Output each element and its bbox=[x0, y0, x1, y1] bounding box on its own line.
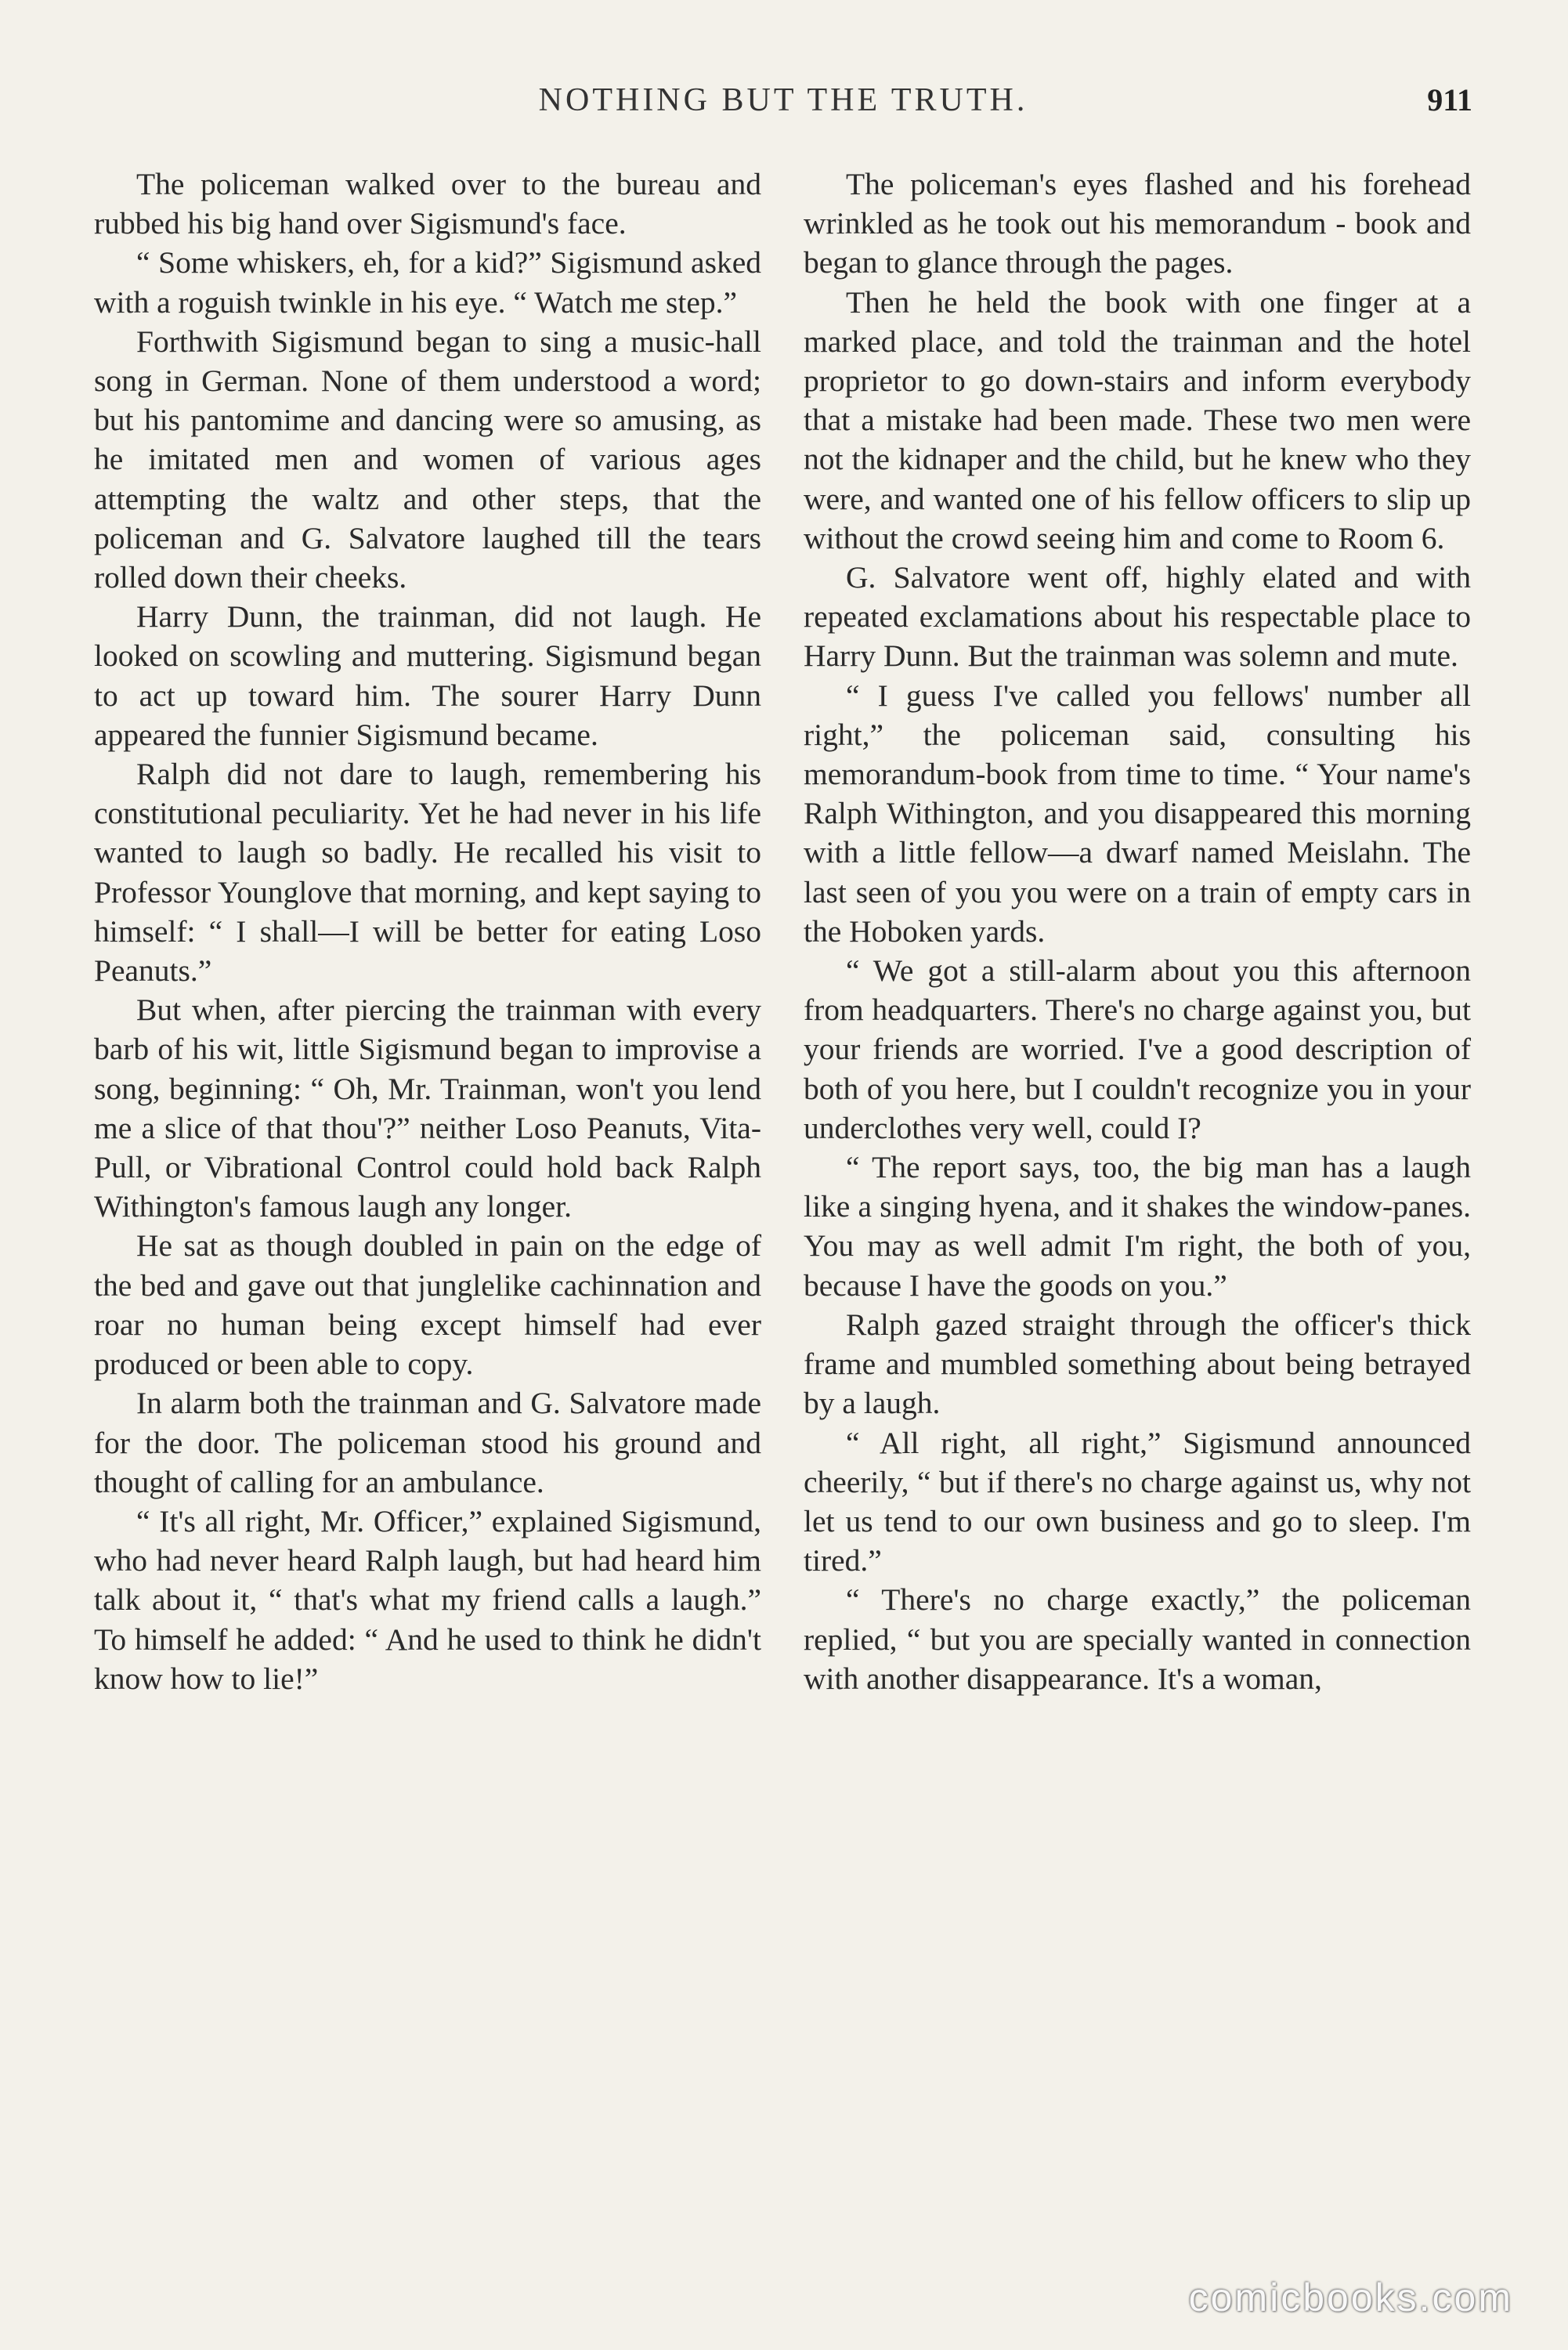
paragraph: But when, after piercing the trainman with every barb of his wit, little Sigismund began to improvise a song, beginning: “ Oh, Mr. Trainman, won't you lend me a slice of that thou'?” neither Loso Peanuts, Vita-Pull, or Vibrational Control could hold back Ralph Withington's famous laugh any longer. bbox=[94, 992, 761, 1224]
paragraph: G. Salvatore went off, highly elated and with repeated exclamations about his respectable place to Harry Dunn. But the trainman was solemn and mute. bbox=[804, 560, 1471, 674]
paragraph: In alarm both the trainman and G. Salvatore made for the door. The policeman stood his ground and thought of calling for an ambulance. bbox=[94, 1386, 761, 1499]
paragraph: Ralph gazed straight through the officer's thick frame and mumbled something about being betrayed by a laugh. bbox=[804, 1307, 1471, 1421]
paragraph: He sat as though doubled in pain on the edge of the bed and gave out that junglelike cachinnation and roar no human being except himself had ever produced or been able to copy. bbox=[94, 1228, 761, 1382]
paragraph: The policeman walked over to the bureau and rubbed his big hand over Sigismund's face. bbox=[94, 167, 761, 241]
paragraph: “ It's all right, Mr. Officer,” explained Sigismund, who had never heard Ralph laugh, but had heard him talk about it, “ that's what my friend calls a laugh.” To himself he added: “ And he used to think he didn't know how to lie!” bbox=[94, 1503, 761, 1696]
right-column bbox=[804, 164, 1471, 1698]
paragraph: Ralph did not dare to laugh, remembering his constitutional peculiarity. Yet he had never in his life wanted to laugh so badly. He recalled his visit to Professor Younglove that morning, and kept saying to himself: “ I shall—I will be better for eating Loso Peanuts.” bbox=[94, 757, 761, 989]
paragraph: The policeman's eyes flashed and his forehead wrinkled as he took out his memorandum - book and began to glance through the pages. bbox=[804, 167, 1471, 280]
paragraph: “ We got a still-alarm about you this afternoon from headquarters. There's no charge against you, but your friends are worried. I've a good description of both of you here, but I couldn't recognize you in your underclothes very well, could I? bbox=[804, 953, 1471, 1145]
running-head bbox=[94, 81, 1472, 128]
page-number: 911 bbox=[1427, 82, 1472, 118]
paragraph: Then he held the book with one finger at a marked place, and told the trainman and the hotel proprietor to go down-stairs and inform everybody that a mistake had been made. These two men were not the kidnaper and the child, but he knew who they were, and wanted one of his fellow officers to slip up without the crowd seeing him and come to Room 6. bbox=[804, 284, 1471, 555]
watermark-logo: comicbooks.com bbox=[1188, 2276, 1513, 2319]
left-column bbox=[94, 164, 761, 1698]
paragraph: “ Some whiskers, eh, for a kid?” Sigismund asked with a roguish twinkle in his eye. “ Watch me step.” bbox=[94, 245, 761, 320]
paragraph: Harry Dunn, the trainman, did not laugh. He looked on scowling and muttering. Sigismund began to act up toward him. The sourer Harry Dunn appeared the funnier Sigismund became. bbox=[94, 599, 761, 752]
paragraph: “ There's no charge exactly,” the policeman replied, “ but you are specially wanted in connection with another disappearance. It's a woman, bbox=[804, 1582, 1471, 1696]
paragraph: “ The report says, too, the big man has a laugh like a singing hyena, and it shakes the window-panes. You may as well admit I'm right, the both of you, because I have the goods on you.” bbox=[804, 1150, 1471, 1303]
paragraph: Forthwith Sigismund began to sing a music-hall song in German. None of them understood a word; but his pantomime and dancing were so amusing, as he imitated men and women of various ages attempting the waltz and other steps, that the policeman and G. Salvatore laughed till the tears rolled down their cheeks. bbox=[94, 324, 761, 595]
paragraph: “ I guess I've called you fellows' number all right,” the policeman said, consulting his memorandum-book from time to time. “ Your name's Ralph Withington, and you disappeared this morning with a little fellow—a dwarf named Meislahn. The last seen of you you were on a train of empty cars in the Hoboken yards. bbox=[804, 678, 1471, 949]
running-head-title: NOTHING BUT THE TRUTH. bbox=[538, 82, 1028, 118]
paragraph: “ All right, all right,” Sigismund announced cheerily, “ but if there's no charge against us, why not let us tend to our own business and go to sleep. I'm tired.” bbox=[804, 1425, 1471, 1578]
